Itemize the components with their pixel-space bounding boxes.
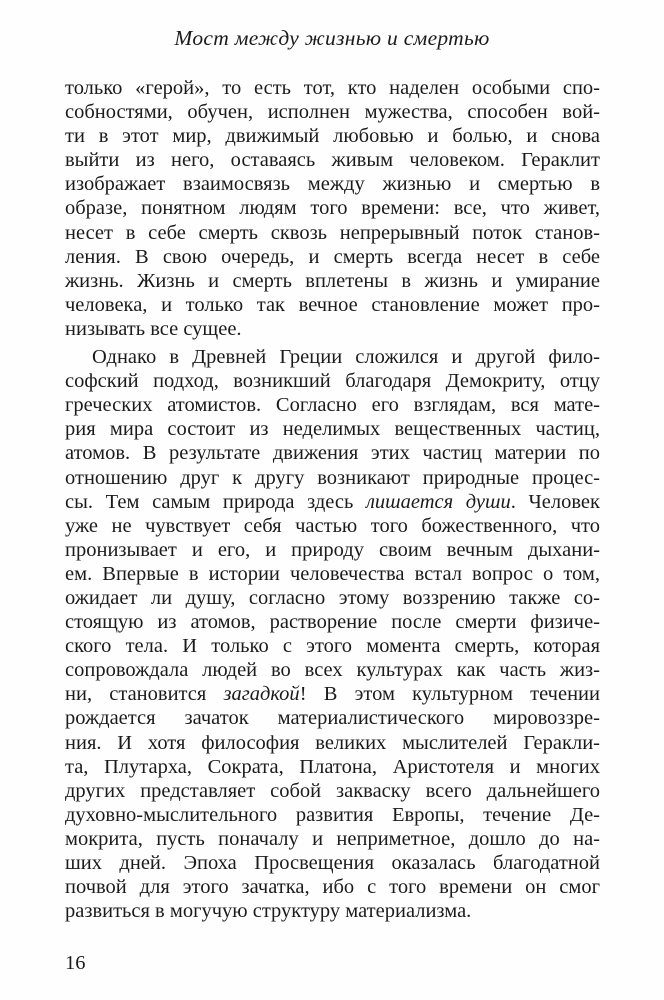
text-line: отношению друг к другу возникают природные процес- <box>65 466 600 489</box>
text-line: ления. В свою очередь, и смерть всегда несет в себе <box>65 245 600 268</box>
page-number: 16 <box>65 952 86 974</box>
text-line: выйти из него, оставаясь живым человеком. Гераклит <box>65 149 600 172</box>
text-line: образе, понятном людям того времени: все, что живет, <box>65 197 600 220</box>
text-line: уже не чувствует себя частью того божественного, что <box>65 514 600 537</box>
italic-phrase: загадкой <box>223 683 300 706</box>
text-line: стоящую из атомов, растворение после смерти физиче- <box>65 611 600 634</box>
text-line: собностями, обучен, исполнен мужества, способен вой- <box>65 101 600 124</box>
running-header: Мост между жизнью и смертью <box>174 26 490 50</box>
text-line: духовно-мыслительного развития Европы, течение Де- <box>65 803 600 826</box>
italic-phrase: лишается души <box>365 490 511 513</box>
text-line: ни, становится загадкой! В этом культурном течении <box>65 683 600 706</box>
text-line: ского тела. И только с этого момента смерть, которая <box>65 635 600 658</box>
text-line: ожидает ли душу, согласно этому воззрению также со- <box>65 586 600 609</box>
text-line: рождается зачаток материалистического мировоззре- <box>65 707 600 730</box>
text-line: сопровождала людей во всех культурах как часть жиз- <box>65 659 600 682</box>
text-line: жизнь. Жизнь и смерть вплетены в жизнь и умирание <box>65 269 600 292</box>
paragraph <box>65 76 600 341</box>
text-line: мокрита, пусть поначалу и неприметное, дошло до на- <box>65 827 600 850</box>
text-line: только «герой», то есть тот, кто наделен особыми спо- <box>65 77 600 99</box>
text-block <box>65 76 600 923</box>
text-line: атомов. В результате движения этих частиц материи по <box>65 442 600 465</box>
text-line: развиться в могучую структуру материализма. <box>65 900 472 923</box>
text-line: Однако в Древней Греции сложился и другой фило- <box>92 346 600 369</box>
text-line: низывать все сущее. <box>65 317 242 340</box>
text-line: ших дней. Эпоха Просвещения оказалась благодатной <box>65 852 600 874</box>
text-line: человека, и только так вечное становление может про- <box>65 293 600 316</box>
text-line: софский подход, возникший благодаря Демокриту, отцу <box>65 370 600 393</box>
text-line: почвой для этого зачатка, ибо с того времени он смог <box>65 876 600 899</box>
text-line: ем. Впервые в истории человечества встал вопрос о том, <box>65 562 600 585</box>
text-line: ния. И хотя философия великих мыслителей Геракли- <box>65 731 600 754</box>
text-line: та, Плутарха, Сократа, Платона, Аристотеля и многих <box>65 755 600 778</box>
text-line: рия мира состоит из неделимых вещественных частиц, <box>65 418 600 441</box>
text-line: сы. Тем самым природа здесь лишается души. Человек <box>65 490 600 513</box>
text-line: пронизывает и его, и природу своим вечным дыхани- <box>65 538 600 561</box>
text-line: несет в себе смерть сквозь непрерывный поток станов- <box>65 221 600 244</box>
text-line: ти в этот мир, движимый любовью и болью, и снова <box>65 125 600 148</box>
text-line: изображает взаимосвязь между жизнью и смертью в <box>65 173 600 196</box>
paragraph <box>65 345 600 923</box>
text-line: греческих атомистов. Согласно его взглядам, вся мате- <box>65 394 600 417</box>
text-line: других представляет собой закваску всего дальнейшего <box>65 779 600 802</box>
